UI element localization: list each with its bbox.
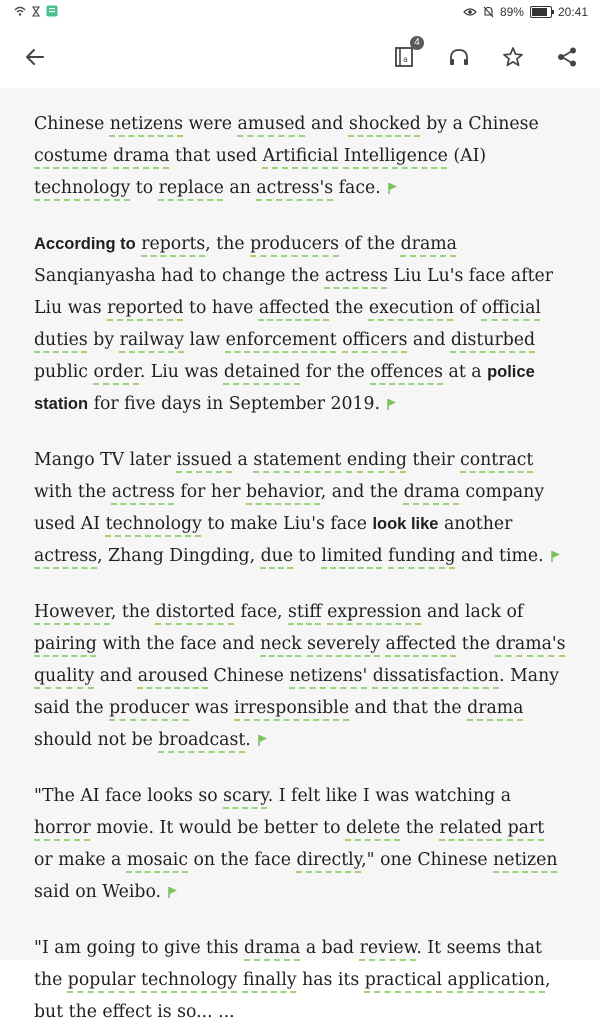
favorite-button[interactable] — [496, 40, 530, 74]
reader-toolbar — [0, 26, 600, 88]
text-run: and that the — [349, 698, 468, 718]
text-run: a — [232, 450, 254, 470]
text-run: movie. It would be better to — [90, 818, 346, 838]
text-run: face, — [234, 602, 289, 622]
vocab-word[interactable]: part — [507, 818, 545, 838]
text-run: face. — [333, 178, 381, 198]
vocab-word[interactable]: popular — [67, 970, 136, 990]
vocab-word[interactable]: officers — [342, 330, 408, 350]
vocab-word[interactable]: horror — [34, 818, 91, 838]
mute-bell-icon — [483, 6, 494, 18]
text-run: and — [407, 330, 451, 350]
vocab-word[interactable]: neck — [260, 634, 302, 654]
text-run: to — [293, 546, 322, 566]
vocab-word[interactable]: scary — [223, 786, 268, 806]
flag-icon[interactable] — [386, 398, 398, 410]
vocab-word[interactable]: However — [34, 602, 111, 622]
vocab-word[interactable]: due — [260, 546, 294, 566]
vocab-word[interactable]: actress — [324, 266, 388, 286]
text-run: by — [87, 330, 120, 350]
vocab-word[interactable]: actress — [34, 546, 98, 566]
text-run: Sanqianyasha had to change the — [34, 266, 325, 286]
vocab-word[interactable]: official — [481, 298, 541, 318]
text-run: of — [453, 298, 482, 318]
clock: 20:41 — [557, 5, 588, 19]
article-paragraph — [34, 228, 566, 420]
vocab-word[interactable]: severely — [307, 634, 381, 654]
text-run: has its — [296, 970, 365, 990]
vocab-word[interactable]: delete — [345, 818, 401, 838]
vocab-word[interactable]: duties — [34, 330, 88, 350]
text-run: a bad — [300, 938, 360, 958]
flag-icon[interactable] — [257, 734, 269, 746]
text-run: and time. — [455, 546, 544, 566]
text-run: for five days in September 2019. — [88, 394, 380, 414]
vocab-word[interactable]: expression — [327, 602, 422, 622]
hourglass-icon — [32, 6, 40, 17]
text-run: law — [184, 330, 226, 350]
vocab-word[interactable]: drama — [113, 146, 170, 166]
flag-icon[interactable] — [167, 886, 179, 898]
text-run: Liu Lu's face after Liu was — [34, 266, 554, 318]
status-left-icons — [14, 5, 58, 17]
text-run: with the — [34, 482, 112, 502]
text-run: (AI) — [447, 146, 487, 166]
vocab-word[interactable]: amused — [237, 114, 306, 134]
vocab-word[interactable]: behavior — [246, 482, 321, 502]
book-button[interactable] — [388, 37, 422, 74]
vocab-word[interactable]: irresponsible — [234, 698, 350, 718]
vocab-word[interactable]: actress — [111, 482, 175, 502]
book-count-badge: 4 — [410, 36, 424, 50]
vocab-word[interactable]: order — [93, 362, 140, 382]
vocab-word[interactable]: offences — [370, 362, 444, 382]
text-run: or make a — [34, 850, 127, 870]
article-paragraph — [34, 932, 566, 1028]
text-run: the — [456, 634, 496, 654]
text-run: that used — [169, 146, 263, 166]
text-run: , Zhang Dingding, — [97, 546, 261, 566]
flag-icon[interactable] — [550, 550, 562, 562]
vocab-word[interactable]: funding — [388, 546, 456, 566]
text-run: of the — [339, 234, 401, 254]
vocab-word[interactable]: quality — [34, 666, 95, 686]
vocab-word[interactable]: actress's — [256, 178, 334, 198]
text-run: , but the effect is so... ... — [34, 970, 551, 1022]
vocab-word[interactable]: dissatisfaction — [372, 666, 500, 686]
battery-percent: 89% — [499, 5, 524, 19]
text-run: and — [305, 114, 349, 134]
vocab-word[interactable]: broadcast — [158, 730, 246, 750]
text-run: an — [223, 178, 257, 198]
vocab-word[interactable]: shocked — [348, 114, 421, 134]
headphones-icon — [448, 47, 470, 67]
text-run: to — [130, 178, 159, 198]
text-run: Chinese — [34, 114, 110, 134]
vocab-word[interactable]: railway — [119, 330, 185, 350]
vocab-word[interactable]: ending — [346, 450, 407, 470]
listen-button[interactable] — [442, 40, 476, 74]
vocab-word[interactable]: technology — [141, 970, 238, 990]
text-run: said on Weibo. — [34, 882, 162, 902]
text-run: the — [400, 818, 440, 838]
vocab-word[interactable]: finally — [242, 970, 297, 990]
text-run: and — [94, 666, 138, 686]
text-run: , the — [205, 234, 251, 254]
vocab-word[interactable]: Intelligence — [343, 146, 448, 166]
vocab-word[interactable]: limited — [321, 546, 383, 566]
flag-icon[interactable] — [387, 182, 399, 194]
text-run: "The AI face looks so — [34, 786, 224, 806]
vocab-word[interactable]: affected — [258, 298, 330, 318]
vocab-word[interactable]: drama's — [495, 634, 566, 654]
article-content — [0, 88, 600, 1022]
text-run: . It seems that the — [34, 938, 542, 990]
text-run: "I am going to give this — [34, 938, 245, 958]
vocab-word[interactable]: application — [447, 970, 545, 990]
star-icon — [502, 46, 524, 68]
vocab-word[interactable]: detained — [223, 362, 301, 382]
key-phrase[interactable]: police station — [34, 363, 535, 413]
vocab-word[interactable]: pairing — [34, 634, 97, 654]
text-run: should not be — [34, 730, 159, 750]
article-paragraph — [34, 780, 566, 908]
text-run: , the — [110, 602, 156, 622]
vocab-word[interactable]: reported — [107, 298, 184, 318]
eye-icon — [463, 7, 477, 17]
book-icon — [394, 46, 416, 68]
svg-text:a: a — [403, 55, 408, 64]
vocab-word[interactable]: mosaic — [126, 850, 189, 870]
text-run: to make Liu's face — [201, 514, 373, 534]
wifi-icon — [14, 6, 26, 16]
vocab-word[interactable]: practical — [364, 970, 443, 990]
vocab-word[interactable]: aroused — [137, 666, 209, 686]
vocab-word[interactable]: stiff — [288, 602, 322, 622]
text-run: . Many said the — [34, 666, 560, 718]
status-right — [463, 5, 588, 19]
vocab-word[interactable]: distorted — [155, 602, 235, 622]
vocab-word[interactable]: contract — [460, 450, 534, 470]
vocab-word[interactable]: technology — [105, 514, 202, 534]
status-bar — [0, 0, 600, 26]
vocab-word[interactable]: netizens — [109, 114, 183, 134]
vocab-word[interactable]: replace — [158, 178, 224, 198]
text-run: with the face and — [96, 634, 261, 654]
vocab-word[interactable]: reports — [141, 234, 206, 254]
back-button[interactable] — [18, 40, 52, 74]
text-run: company used AI — [34, 482, 545, 534]
text-run: their — [406, 450, 461, 470]
battery-icon — [530, 6, 552, 18]
text-run: and lack of — [421, 602, 524, 622]
vocab-word[interactable]: issued — [176, 450, 233, 470]
vocab-word[interactable]: technology — [34, 178, 131, 198]
text-run: at a — [443, 362, 488, 382]
article-paragraph — [34, 444, 566, 572]
text-run: was — [189, 698, 235, 718]
text-run: . I felt like I was watching a — [267, 786, 512, 806]
text-run: , and the — [320, 482, 404, 502]
text-run: public — [34, 362, 94, 382]
key-phrase[interactable]: According to — [34, 235, 136, 253]
vocab-word[interactable]: disturbed — [450, 330, 536, 350]
article-paragraph — [34, 596, 566, 756]
text-run: Chinese — [208, 666, 290, 686]
text-run: another — [438, 514, 513, 534]
share-button[interactable] — [550, 40, 584, 74]
text-run: for her — [174, 482, 247, 502]
vocab-word[interactable]: directly — [296, 850, 362, 870]
back-arrow-icon — [25, 48, 45, 66]
article-paragraph — [34, 108, 566, 204]
vocab-word[interactable]: producer — [109, 698, 190, 718]
text-run: . — [245, 730, 251, 750]
vocab-word[interactable]: drama — [467, 698, 524, 718]
vocab-word[interactable]: drama — [400, 234, 457, 254]
text-run: on the face — [188, 850, 297, 870]
vocab-word[interactable]: related — [439, 818, 503, 838]
share-icon — [556, 46, 578, 68]
text-run: . Liu was — [139, 362, 224, 382]
text-run: by a Chinese — [420, 114, 539, 134]
vocab-word[interactable]: statement — [253, 450, 342, 470]
vocab-word[interactable]: netizen — [493, 850, 558, 870]
text-run: to have — [183, 298, 259, 318]
text-run: were — [183, 114, 238, 134]
key-phrase[interactable]: look like — [372, 515, 439, 533]
vocab-word[interactable]: review — [359, 938, 417, 958]
vocab-word[interactable]: drama — [403, 482, 460, 502]
text-run: for the — [300, 362, 371, 382]
vocab-word[interactable]: producers — [250, 234, 340, 254]
vocab-word[interactable]: enforcement — [225, 330, 337, 350]
vocab-word[interactable]: drama — [244, 938, 301, 958]
article-body — [0, 88, 600, 1028]
vocab-word[interactable]: affected — [385, 634, 457, 654]
text-run: ," one Chinese — [361, 850, 494, 870]
vocab-word[interactable]: Artificial — [262, 146, 339, 166]
vocab-word[interactable]: execution — [368, 298, 454, 318]
text-run: Mango TV later — [34, 450, 177, 470]
vocab-word[interactable]: netizens' — [289, 666, 368, 686]
vocab-word[interactable]: costume — [34, 146, 108, 166]
app-notification-icon — [46, 5, 58, 17]
text-run: the — [329, 298, 369, 318]
